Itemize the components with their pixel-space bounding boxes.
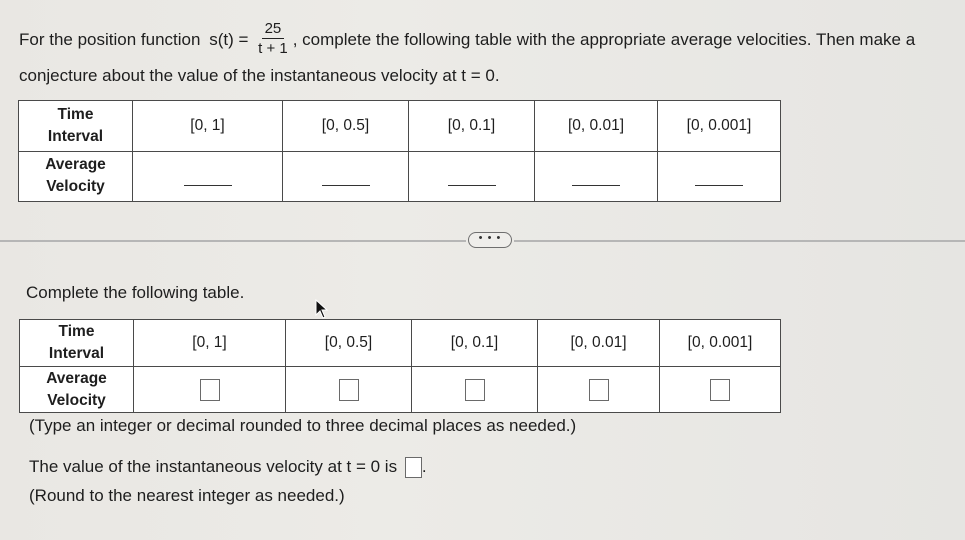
instantaneous-suffix: . (421, 457, 427, 476)
time-interval-header (20, 320, 134, 367)
header-word: Velocity (46, 178, 105, 196)
expand-more-button[interactable]: • • • (468, 232, 512, 248)
blank-line (695, 185, 743, 186)
section-divider-left (0, 240, 466, 242)
decimal-hint: (Type an integer or decimal rounded to three decimal places as needed.) (29, 416, 577, 435)
blank-line (322, 185, 370, 186)
blank-cell (133, 151, 283, 202)
interval-cell: [0, 0.1] (412, 320, 538, 367)
blank-line (572, 185, 620, 186)
header-word: Interval (47, 127, 104, 145)
blank-line (184, 185, 232, 186)
interval-cell: [0, 0.5] (286, 320, 412, 367)
function-fraction (255, 20, 291, 57)
velocity-input-0-0.5[interactable] (339, 379, 359, 401)
complete-table-instruction: Complete the following table. (26, 283, 245, 302)
reference-velocity-table (18, 100, 781, 202)
blank-cell (283, 151, 409, 202)
header-word: Velocity (47, 391, 106, 409)
answer-cell (660, 367, 781, 413)
blank-cell (409, 151, 535, 202)
interval-cell: [0, 0.01] (538, 320, 660, 367)
question-continuation: , complete the following table with the appropriate average velocities. Then make a (292, 29, 916, 49)
instantaneous-velocity-line (29, 457, 427, 478)
answer-cell (538, 367, 660, 413)
average-velocity-header (20, 367, 134, 413)
blank-cell (658, 151, 781, 202)
section-divider-right (514, 240, 965, 242)
question-line-2: conjecture about the value of the instantaneous velocity at t = 0. (19, 66, 500, 85)
question-line-1 (19, 22, 915, 59)
header-word: Average (45, 156, 106, 174)
fraction-numerator: 25 (262, 20, 285, 39)
interval-cell: [0, 0.001] (658, 101, 781, 152)
header-word: Time (58, 323, 95, 340)
mouse-cursor-icon (315, 299, 329, 319)
header-word: Average (46, 369, 107, 387)
time-interval-row (20, 320, 781, 367)
interval-cell: [0, 0.001] (660, 320, 781, 367)
fraction-denominator: t + 1 (258, 40, 288, 57)
blank-line (448, 185, 496, 186)
instantaneous-velocity-input[interactable] (405, 457, 422, 478)
velocity-input-0-0.001[interactable] (710, 379, 730, 401)
header-word: Interval (48, 345, 105, 362)
header-word: Time (57, 105, 94, 123)
interval-cell: [0, 1] (133, 101, 283, 152)
velocity-input-0-1[interactable] (200, 379, 220, 401)
answer-cell (134, 367, 286, 413)
round-hint: (Round to the nearest integer as needed.) (29, 486, 345, 505)
average-velocity-row (20, 367, 781, 413)
interval-cell: [0, 0.01] (535, 101, 658, 152)
time-interval-header (19, 101, 133, 152)
interval-cell: [0, 0.1] (409, 101, 535, 152)
question-intro: For the position function (19, 29, 201, 49)
time-interval-row (19, 101, 781, 152)
function-lhs: s(t) = (209, 29, 249, 49)
blank-cell (535, 151, 658, 202)
average-velocity-header (19, 151, 133, 202)
velocity-input-0-0.1[interactable] (465, 379, 485, 401)
average-velocity-row (19, 151, 781, 202)
interval-cell: [0, 1] (134, 320, 286, 367)
answer-cell (286, 367, 412, 413)
interval-cell: [0, 0.5] (283, 101, 409, 152)
answer-cell (412, 367, 538, 413)
instantaneous-prefix: The value of the instantaneous velocity at t = 0 is (29, 457, 398, 476)
answer-velocity-table (19, 319, 781, 413)
velocity-input-0-0.01[interactable] (589, 379, 609, 401)
